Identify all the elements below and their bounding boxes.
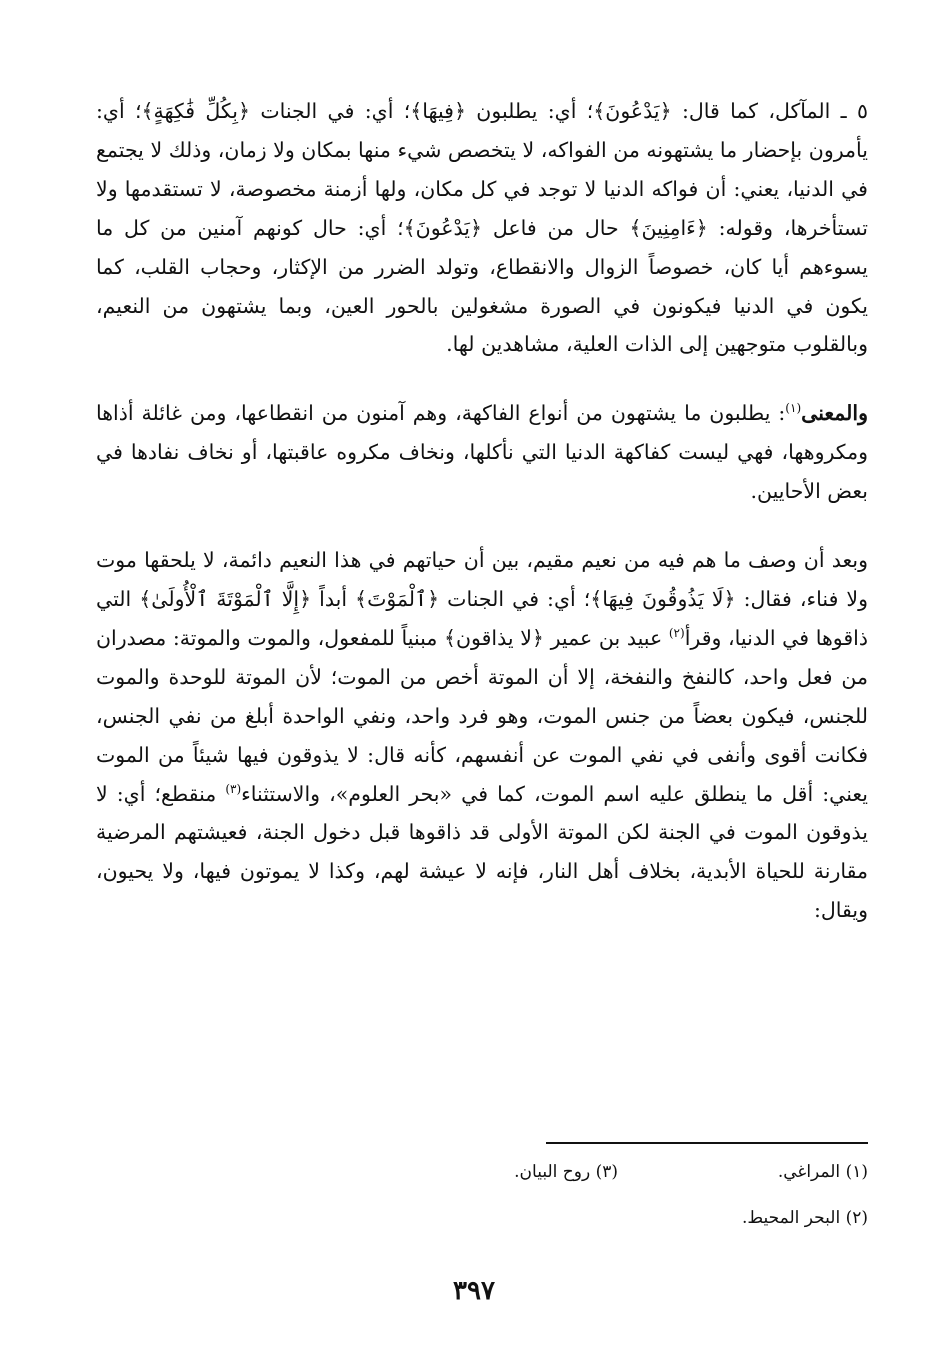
footnote-ref: (١) [785,401,802,416]
paragraph-meaning [96,394,868,511]
text-line: ونخاف مكروه عاقبتها، أو نخاف نفادها في بعض الأحايين. [96,440,868,504]
text-line: توجد في كل مكان، ولها أزمنة مخصوصة، لا تستقدمها ولا تستأخرها، وقوله: [96,176,868,240]
text-line: ٥ ـ المآكل، كما قال: ﴿يَدْعُونَ﴾؛ أي: يطلبون ﴿فِيهَا﴾؛ أي: في الجنات [260,99,868,123]
footnote-1: (١) المراغي. [777,1162,868,1182]
text-line: النعيم، وبالقلوب متوجهين إلى الذات العلية، مشاهدين لها. [96,293,868,357]
text-line: العلوم»، والاستثناء [241,781,401,806]
paragraph-death [96,541,868,930]
text-line: دائمة، لا يلحقها موت ولا فناء، فقال: ﴿لَا يَذُوقُونَ فِيهَا﴾؛ أي: في الجنات [96,548,869,611]
text-line: منها بمكان ولا زمان، وذلك لا يجتمع في الدنيا، يعني: أن فواكه الدنيا لا [96,137,868,201]
text-line: منقطع؛ أي: لا يذوقون الموت في الجنة لكن الموتة [96,781,868,845]
main-text [96,92,868,930]
footnotes [96,1160,868,1252]
page-number: ٣٩٧ [453,1276,495,1306]
footnote-3: (٣) روح البيان. [514,1162,618,1182]
footnote-ref: (٣) [225,781,242,796]
meaning-heading: والمعنى [801,401,868,426]
text-line: : يطلبون ما يشتهون من أنواع الفاكهة، وهم آمنون من [321,401,786,426]
text-line: أيا كان، خصوصاً الزوال والانقطاع، وتولد الضرر من الإكثار، وحجاب القلب، [134,254,790,279]
text-line: الجنس، فكانت أقوى وأنفى في نفي الموت عن أنفسهم، كأنه قال: لا يذوقون [96,703,868,767]
text-line: فيكون بعضاً من جنس الموت، وهو فرد واحد، ونفي الواحدة أبلغ من نفي [168,703,795,728]
text-line: ﴿ٱلْمَوْتَ﴾ أبداً ﴿إِلَّا ٱلْمَوْتَةَ ٱلْأُولَىٰ﴾ التي ذاقوها في الدنيا، وقرأ [96,586,868,650]
text-line: الأولى قد ذاقوها قبل دخول الجنة، فعيشتهم المرضية مقارنة للحياة الأبدية، [96,820,868,884]
text-line: انقطاعها، ومن غائلة أذاها ومكروهها، فهي ليست كفاكهة الدنيا التي نأكلها، [96,401,868,465]
text-line: كما يكون في الدنيا فيكونون في الصورة مشغولين بالحور العين، وبما يشتهون من [96,254,868,318]
text-line: عبيد بن عمير [550,625,669,650]
text-line: والنفخة، إلا أن الموتة أخص من الموت؛ لأن الموتة للوحدة والموت للجنس، [96,664,868,728]
text-line: بخلاف أهل النار، فإنه لا عيشة لهم، وكذا لا يموتون فيها، ولا يحيون، ويقال: [96,859,868,923]
text-line: وبعد أن وصف ما هم فيه من نعيم مقيم، بين أن حياتهم في هذا النعيم [279,548,868,573]
text-line: ﴿ءَامِنِينَ﴾ حال من فاعل ﴿يَدْعُونَ﴾؛ أي: حال كونهم آمنين من كل ما يسوءهم [96,215,868,279]
footnote-separator [546,1142,868,1144]
footnote-ref: (٢) [668,626,685,641]
text-line: ﴿لا يذاقون﴾ مبنياً للمفعول، والموت والموتة: مصدران من فعل واحد، كالنفخ [96,625,868,689]
text-line: فيها شيئاً من الموت يعني: أقل ما ينطلق عليه اسم الموت، كما في «بحر [96,742,869,806]
footnote-2: (٢) البحر المحيط. [742,1208,868,1228]
text-line: ﴿بِكُلِّ فَٰكِهَةٍ﴾؛ أي: يأمرون بإحضار ما يشتهونه من الفواكه، لا يتخصص شيء [96,99,868,162]
paragraph-foods [96,92,868,364]
